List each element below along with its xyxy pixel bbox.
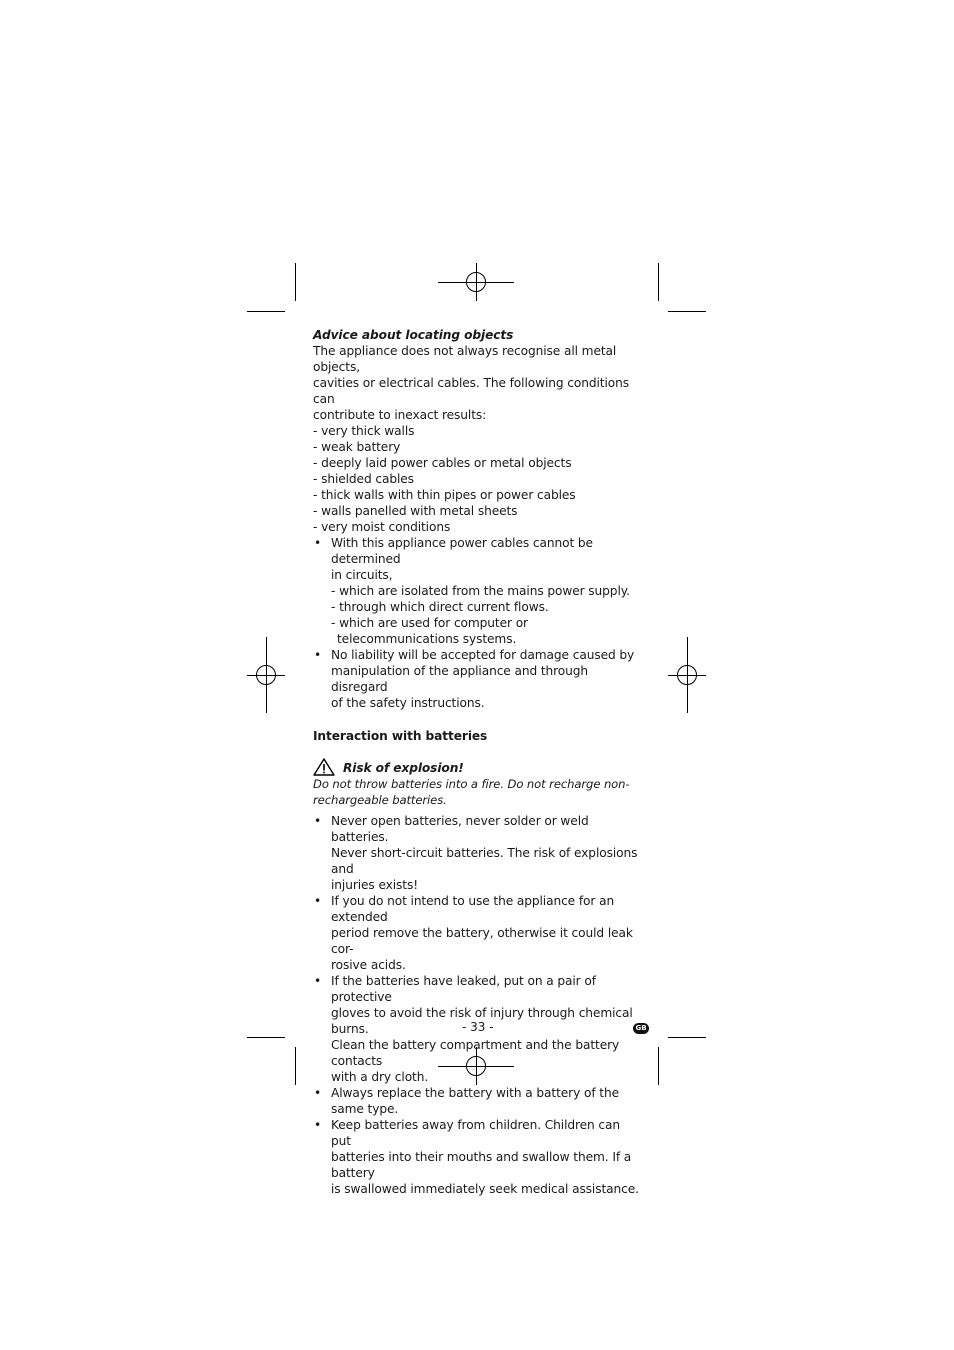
bullet-line: of the safety instructions. [331,696,485,710]
intro-line: The appliance does not always recognise all metal objects, [313,344,617,374]
warning-text: rechargeable batteries. [313,793,447,807]
bullet-icon: • [314,894,322,908]
bullet-line: Never short-circuit batteries. The risk of explosions and [331,846,638,876]
page-number: - 33 - [462,1020,494,1034]
list-item: - which are used for computer or telecommunications systems. [331,616,528,646]
list-item: - deeply laid power cables or metal objects [313,456,572,470]
bullet-line: with a dry cloth. [331,1070,429,1084]
warning-triangle-icon [313,758,335,776]
crop-mark [247,311,285,312]
crop-mark [295,263,296,301]
bullet-icon: • [314,814,322,828]
warning-text: Do not throw batteries into a fire. Do not recharge non- [313,777,630,791]
list-item [313,813,643,893]
section-heading: Advice about locating objects [313,328,514,342]
bullet-line: batteries into their mouths and swallow them. If a battery [331,1150,632,1180]
battery-bullets [313,813,643,1197]
crop-mark [658,263,659,301]
bullet-icon: • [314,1086,322,1100]
bullet-line: manipulation of the appliance and through disregard [331,664,589,694]
crop-mark [658,1047,659,1085]
bullet-line: injuries exists! [331,878,418,892]
list-item [313,535,643,647]
list-item [313,893,643,973]
list-item: - walls panelled with metal sheets [313,504,518,518]
bullet-line: With this appliance power cables cannot be determined [331,536,593,566]
list-item: - thick walls with thin pipes or power cables [313,488,576,502]
list-item: - weak battery [313,440,401,454]
intro-line: contribute to inexact results: [313,408,487,422]
bullet-line: in circuits, [331,568,393,582]
list-item: - very moist conditions [313,520,451,534]
bullet-line: Always replace the battery with a battery of the same type. [331,1086,619,1116]
registration-circle [466,272,486,292]
intro-line: cavities or electrical cables. The following conditions can [313,376,629,406]
advice-bullets [313,535,643,711]
crop-mark [295,1047,296,1085]
bullet-icon: • [314,1118,322,1132]
bullet-line: If the batteries have leaked, put on a pair of protective [331,974,596,1004]
crop-mark [668,311,706,312]
list-item [313,1117,643,1197]
registration-circle [256,665,276,685]
list-item [313,1085,643,1117]
bullet-line: No liability will be accepted for damage caused by [331,648,635,662]
bullet-line: Keep batteries away from children. Children can put [331,1118,621,1148]
language-badge: GB [633,1023,649,1034]
bullet-line: is swallowed immediately seek medical assistance. [331,1182,639,1196]
crop-mark [668,1037,706,1038]
page-content [313,327,643,1197]
sub-list [331,583,643,647]
bullet-line: period remove the battery, otherwise it could leak cor- [331,926,633,956]
list-item: - very thick walls [313,424,415,438]
list-item: - which are isolated from the mains power supply. [331,584,630,598]
warning-title: Risk of explosion! [343,761,464,775]
bullet-line: If you do not intend to use the appliance for an extended [331,894,615,924]
bullet-line: Clean the battery compartment and the battery contacts [331,1038,620,1068]
bullet-icon: • [314,536,322,550]
bullet-icon: • [314,648,322,662]
list-item: - through which direct current flows. [331,600,549,614]
bullet-line: Never open batteries, never solder or weld batteries. [331,814,589,844]
list-item [313,647,643,711]
list-item: - shielded cables [313,472,414,486]
conditions-list [313,423,643,535]
warning-row [313,758,643,776]
bullet-line: rosive acids. [331,958,406,972]
section-heading: Interaction with batteries [313,729,488,743]
registration-circle [677,665,697,685]
bullet-icon: • [314,974,322,988]
crop-mark [247,1037,285,1038]
bullet-line: gloves to avoid the risk of injury through chemical burns. [331,1006,633,1036]
